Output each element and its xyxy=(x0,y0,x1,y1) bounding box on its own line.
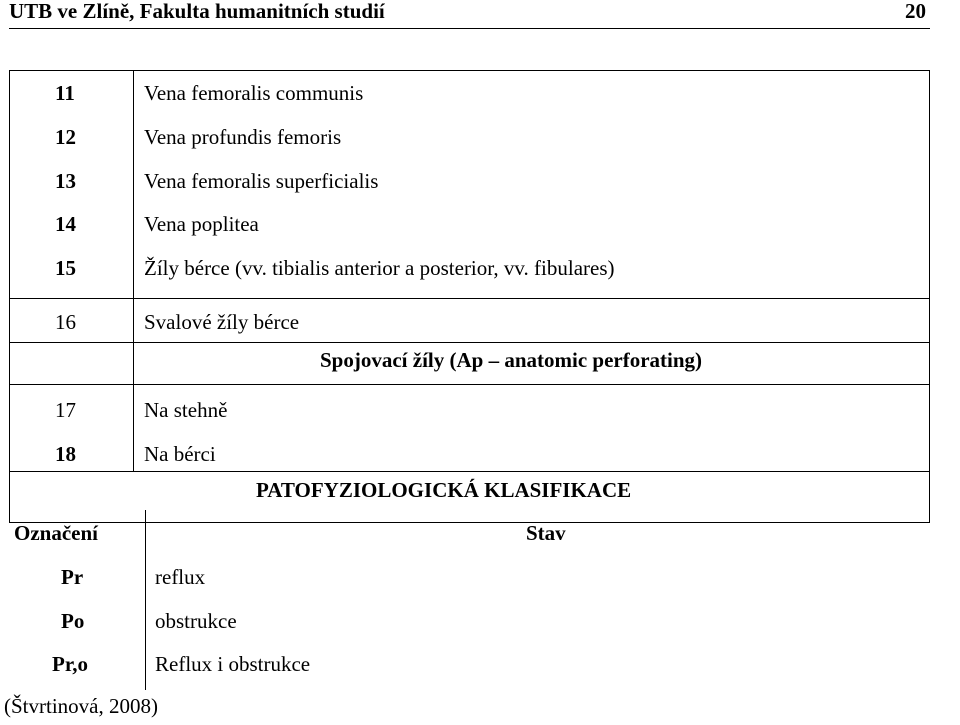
row-text: Na bérci xyxy=(144,442,216,466)
row-divider xyxy=(10,342,929,343)
column-divider xyxy=(145,510,146,690)
table-row xyxy=(10,202,929,246)
table-row xyxy=(10,159,929,203)
header-title: UTB ve Zlíně, Fakulta humanitních studií xyxy=(9,0,385,23)
column-header-state: Stav xyxy=(526,521,566,545)
row-text: Žíly bérce (vv. tibialis anterior a posterior, vv. fibulares) xyxy=(144,256,615,280)
citation: (Štvrtinová, 2008) xyxy=(4,694,158,718)
table-row xyxy=(10,388,929,432)
row-number: 12 xyxy=(55,125,76,149)
row-text: Vena femoralis communis xyxy=(144,81,364,105)
row-label: Po xyxy=(61,609,85,633)
page-number: 20 xyxy=(905,0,926,23)
row-number: 13 xyxy=(55,169,76,193)
table-row xyxy=(10,300,929,344)
row-divider xyxy=(10,471,929,472)
row-number: 17 xyxy=(55,398,76,422)
table-row xyxy=(10,115,929,159)
row-label: Pr xyxy=(61,565,84,589)
row-number: 14 xyxy=(55,212,76,236)
veins-table xyxy=(9,70,930,523)
row-state: reflux xyxy=(155,565,206,589)
table-row xyxy=(10,432,929,476)
table-row xyxy=(10,71,929,115)
row-text: Vena profundis femoris xyxy=(144,125,342,149)
table-row xyxy=(10,246,929,290)
row-state: Reflux i obstrukce xyxy=(155,652,311,676)
row-number: 11 xyxy=(55,81,75,105)
row-text: Na stehně xyxy=(144,398,228,422)
row-text: Vena poplitea xyxy=(144,212,259,236)
row-label: Pr,o xyxy=(52,652,88,676)
row-number: 18 xyxy=(55,442,76,466)
perforating-heading: Spojovací žíly (Ap – anatomic perforating) xyxy=(320,348,703,372)
row-divider xyxy=(10,384,929,385)
row-divider xyxy=(10,298,929,299)
row-text: Vena femoralis superficialis xyxy=(144,169,379,193)
row-state: obstrukce xyxy=(155,609,237,633)
column-header-label: Označení xyxy=(14,521,98,545)
row-number: 15 xyxy=(55,256,76,280)
row-number: 16 xyxy=(55,310,76,334)
page-header xyxy=(9,0,930,29)
row-text: Svalové žíly bérce xyxy=(144,310,300,334)
pathophysiology-heading: PATOFYZIOLOGICKÁ KLASIFIKACE xyxy=(256,478,632,502)
